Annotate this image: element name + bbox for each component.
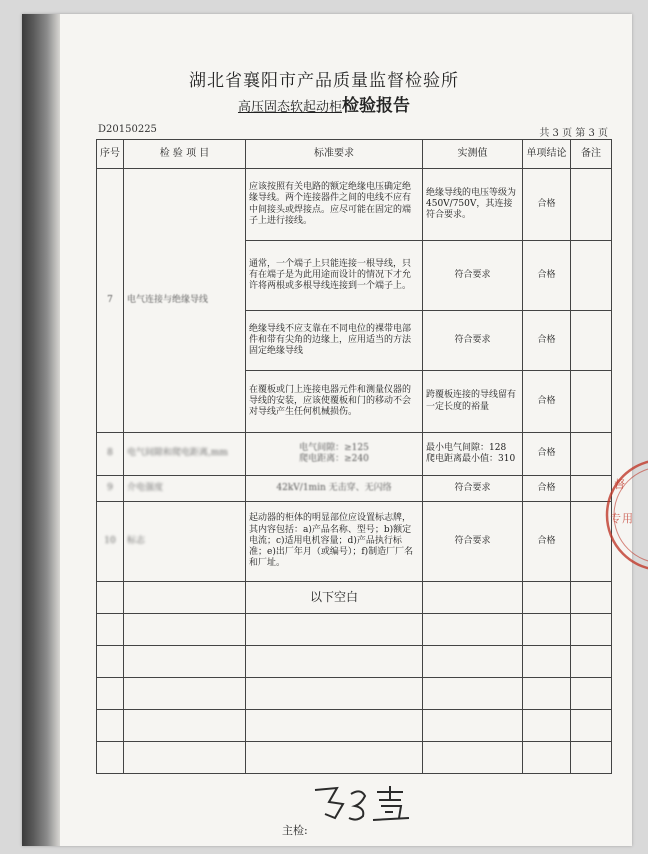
empty-cell bbox=[571, 678, 612, 710]
measured-cell: 符合要求 bbox=[423, 502, 523, 582]
empty-cell bbox=[571, 582, 612, 614]
empty-cell bbox=[423, 614, 523, 646]
result-cell: 合格 bbox=[523, 476, 571, 502]
page-info: 共 3 页 第 3 页 bbox=[539, 128, 608, 139]
measured-cell: 符合要求 bbox=[423, 241, 523, 311]
empty-cell bbox=[97, 582, 124, 614]
product-name: 高压固态软起动柜 bbox=[237, 100, 342, 115]
empty-cell bbox=[246, 646, 423, 678]
requirement-line: 爬电距离：≥240 bbox=[299, 454, 369, 464]
empty-cell bbox=[571, 742, 612, 774]
requirement-line: 电气间隙：≥125 bbox=[299, 442, 369, 453]
item-name: 介电强度 bbox=[124, 476, 246, 502]
measured-line: 爬电距离最小值：310 bbox=[426, 454, 516, 464]
result-cell: 合格 bbox=[523, 502, 571, 582]
svg-text:督: 督 bbox=[614, 478, 625, 491]
svg-text:用: 用 bbox=[622, 512, 633, 525]
empty-cell bbox=[124, 678, 246, 710]
empty-row bbox=[97, 678, 612, 710]
inspector-signature bbox=[285, 778, 435, 828]
inspection-table bbox=[96, 139, 612, 774]
requirement-cell: 绝缘导线不应支靠在不同电位的裸带电部件和带有尖角的边缘上，应用适当的方法固定绝缘导线 bbox=[246, 311, 423, 371]
header-remark: 备注 bbox=[571, 140, 612, 169]
header-requirement: 标准要求 bbox=[246, 140, 423, 169]
empty-cell bbox=[423, 646, 523, 678]
empty-cell bbox=[423, 742, 523, 774]
empty-cell bbox=[523, 742, 571, 774]
measured-cell: 符合要求 bbox=[423, 476, 523, 502]
item-no: 9 bbox=[97, 476, 124, 502]
svg-text:专: 专 bbox=[610, 512, 621, 525]
item-no: 8 bbox=[97, 433, 124, 476]
empty-cell bbox=[571, 646, 612, 678]
item-name: 电气间隙和爬电距离,mm bbox=[124, 433, 246, 476]
result-cell: 合格 bbox=[523, 241, 571, 311]
empty-cell bbox=[97, 678, 124, 710]
empty-cell bbox=[523, 678, 571, 710]
empty-cell bbox=[124, 710, 246, 742]
requirement-cell: 起动器的柜体的明显部位应设置标志牌，其内容包括：a)产品名称、型号；b)额定电流；c)适用电机容量；d)产品执行标准；e)出厂年月（或编号）；f)制造厂厂名和厂址。 bbox=[246, 502, 423, 582]
item-no: 10 bbox=[97, 502, 124, 582]
blank-marker: 以下空白 bbox=[246, 582, 423, 614]
header-measured: 实测值 bbox=[423, 140, 523, 169]
empty-cell bbox=[523, 646, 571, 678]
empty-cell bbox=[97, 614, 124, 646]
empty-cell bbox=[124, 646, 246, 678]
table-header-row bbox=[97, 140, 612, 169]
remark-cell bbox=[571, 241, 612, 311]
empty-cell bbox=[97, 742, 124, 774]
header-item: 检 验 项 目 bbox=[124, 140, 246, 169]
header-no: 序号 bbox=[97, 140, 124, 169]
empty-cell bbox=[246, 710, 423, 742]
empty-row bbox=[97, 710, 612, 742]
empty-row bbox=[97, 614, 612, 646]
empty-cell bbox=[124, 614, 246, 646]
empty-cell bbox=[423, 710, 523, 742]
report-number: D20150225 bbox=[98, 124, 157, 135]
empty-cell bbox=[523, 614, 571, 646]
table-row bbox=[97, 582, 612, 614]
remark-cell bbox=[571, 371, 612, 433]
institute-title: 湖北省襄阳市产品质量监督检验所 bbox=[189, 71, 459, 91]
empty-cell bbox=[571, 614, 612, 646]
result-cell: 合格 bbox=[523, 371, 571, 433]
inspector-label: 主检: bbox=[282, 824, 308, 837]
empty-cell bbox=[423, 582, 523, 614]
item-name: 电气连接与绝缘导线 bbox=[124, 169, 246, 433]
header-result: 单项结论 bbox=[523, 140, 571, 169]
empty-cell bbox=[571, 710, 612, 742]
empty-cell bbox=[423, 678, 523, 710]
table-row bbox=[97, 476, 612, 502]
empty-row bbox=[97, 646, 612, 678]
empty-cell bbox=[97, 646, 124, 678]
result-cell: 合格 bbox=[523, 433, 571, 476]
empty-cell bbox=[124, 582, 246, 614]
empty-cell bbox=[523, 582, 571, 614]
item-name: 标志 bbox=[124, 502, 246, 582]
report-label: 检验报告 bbox=[342, 96, 410, 116]
requirement-cell: 通常，一个端子上只能连接一根导线，只有在端子是为此用途而设计的情况下才允许将两根或多根导线连接到一个端子上。 bbox=[246, 241, 423, 311]
result-cell: 合格 bbox=[523, 169, 571, 241]
official-seal bbox=[600, 450, 648, 580]
measured-cell: 绝缘导线的电压等级为450V/750V，其连接符合要求。 bbox=[423, 169, 523, 241]
report-title bbox=[0, 91, 648, 116]
requirement-cell: 42kV/1min 无击穿、无闪络 bbox=[246, 476, 423, 502]
empty-cell bbox=[246, 742, 423, 774]
item-no: 7 bbox=[97, 169, 124, 433]
empty-cell bbox=[97, 710, 124, 742]
table-row bbox=[97, 169, 612, 241]
empty-cell bbox=[246, 678, 423, 710]
remark-cell bbox=[571, 169, 612, 241]
measured-cell bbox=[423, 433, 523, 476]
table-row bbox=[97, 433, 612, 476]
empty-cell bbox=[523, 710, 571, 742]
measured-line: 最小电气间隙：128 bbox=[426, 442, 507, 453]
measured-cell: 跨覆板连接的导线留有一定长度的裕量 bbox=[423, 371, 523, 433]
measured-cell: 符合要求 bbox=[423, 311, 523, 371]
result-cell: 合格 bbox=[523, 311, 571, 371]
empty-row bbox=[97, 742, 612, 774]
requirement-cell: 在覆板或门上连接电器元件和测量仪器的导线的安装，应该使覆板和门的移动不会对导线产生任何机械损伤。 bbox=[246, 371, 423, 433]
empty-cell bbox=[246, 614, 423, 646]
binding-edge bbox=[22, 14, 60, 846]
requirement-cell bbox=[246, 433, 423, 476]
table-row bbox=[97, 502, 612, 582]
remark-cell bbox=[571, 311, 612, 371]
empty-cell bbox=[124, 742, 246, 774]
requirement-cell: 应该按照有关电路的额定绝缘电压确定绝缘导线。两个连接器件之间的电线不应有中间接头或焊接点。应尽可能在固定的端子上进行接线。 bbox=[246, 169, 423, 241]
